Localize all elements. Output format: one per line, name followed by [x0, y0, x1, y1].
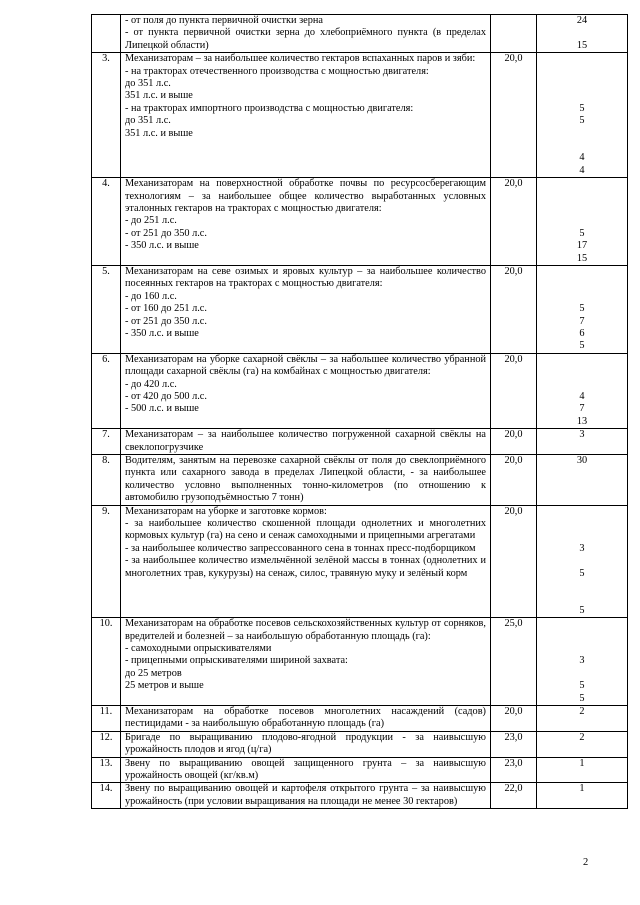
count-line: 1: [579, 757, 585, 769]
description-line: - от 160 до 251 л.с.: [125, 303, 207, 315]
count-line: 1: [579, 783, 585, 795]
description-line: Водителям, занятым на перевозке сахарной свёклы от поля до свеклоприёмного пункта или сахарного завода в пределах Липецкой области, - за наибольшее количество условно выполненных тонно-километров (по отношению к автомобилю грузоподъёмностью 7 тонн): [125, 454, 486, 504]
table-row: [92, 783, 628, 809]
description-line: Механизаторам на севе озимых и яровых культур – за наибольшее количество посеянных гектаров на тракторах с мощностью двигателя:: [125, 265, 486, 290]
description-line: Механизаторам на уборке и заготовке кормов:: [125, 505, 327, 517]
description-line: - до 251 л.с.: [125, 215, 177, 227]
row-number: 10.: [92, 618, 121, 706]
count-line: [539, 291, 625, 303]
row-number: 3.: [92, 53, 121, 178]
award-amount: 20,0: [491, 178, 537, 266]
count-line: 6: [579, 327, 585, 339]
award-count: [537, 265, 628, 353]
description-line: Механизаторам на поверхностной обработке почвы по ресурсосберегающим технологиям – за наибольшее общее количество выработанных условных эталонных гектаров на тракторах с мощностью двигателя:: [125, 178, 486, 214]
table-row: [92, 265, 628, 353]
count-line: [539, 631, 625, 643]
count-line: [539, 518, 625, 530]
count-line: 30: [576, 454, 588, 466]
awards-table: [91, 14, 628, 809]
table-row: [92, 731, 628, 757]
award-count: [537, 429, 628, 455]
award-count: [537, 15, 628, 53]
count-line: [539, 668, 625, 680]
description-line: - 350 л.с. и выше: [125, 328, 199, 339]
count-line: 24: [576, 15, 588, 26]
description-line: - до 160 л.с.: [125, 290, 177, 302]
description-line: - на тракторах импортного производства с мощностью двигателя:: [125, 102, 414, 114]
award-count: [537, 757, 628, 783]
count-line: [539, 90, 625, 102]
count-line: 5: [579, 115, 585, 127]
description-line: - от 251 до 350 л.с.: [125, 315, 207, 327]
description-line: Механизаторам на уборке сахарной свёклы – за набольшее количество убранной площади сахарной свёклы (га) на комбайнах с мощностью двигателя:: [125, 353, 486, 378]
award-amount: 20,0: [491, 265, 537, 353]
description-line: 351 л.с. и выше: [125, 90, 193, 102]
award-amount: 23,0: [491, 757, 537, 783]
table-row: [92, 15, 628, 53]
table-body: [92, 15, 628, 809]
description-line: до 351 л.с.: [125, 115, 171, 127]
nomination-description: [121, 505, 491, 618]
count-line: [539, 191, 625, 203]
table-row: [92, 757, 628, 783]
award-amount: [491, 15, 537, 53]
count-line: [539, 78, 625, 90]
count-line: [539, 618, 625, 630]
count-line: 3: [579, 429, 585, 441]
description-line: - до 420 л.с.: [125, 378, 177, 390]
row-number: 14.: [92, 783, 121, 809]
page-number: 2: [583, 857, 589, 868]
description-line: Звену по выращиванию овощей и картофеля открытого грунта – за наивысшую урожайность (при условии выращивания на площади не менее 30 гектаров): [125, 783, 486, 807]
award-count: [537, 618, 628, 706]
description-line: - от поля до пункта первичной очистки зерна: [125, 15, 323, 26]
count-line: [539, 592, 625, 604]
count-line: [539, 278, 625, 290]
table-row: [92, 53, 628, 178]
count-line: 3: [579, 655, 585, 667]
count-line: 4: [579, 152, 585, 164]
nomination-description: [121, 783, 491, 809]
nomination-description: [121, 705, 491, 731]
nomination-description: [121, 178, 491, 266]
row-number: 6.: [92, 353, 121, 428]
count-line: 5: [579, 680, 585, 692]
count-line: 5: [579, 227, 585, 239]
row-number: 8.: [92, 454, 121, 505]
description-line: Механизаторам на обработке посевов многолетних насаждений (садов) пестицидами - за наибольшую обработанную площадь (га): [125, 705, 486, 730]
award-amount: 20,0: [491, 353, 537, 428]
description-line: Бригаде по выращиванию плодово-ягодной продукции - за наивысшую урожайность плодов и ягод (ц/га): [125, 731, 486, 756]
nomination-description: [121, 429, 491, 455]
count-line: 13: [576, 415, 588, 427]
count-line: [539, 128, 625, 140]
count-line: [539, 266, 625, 278]
count-line: 2: [579, 731, 585, 743]
count-line: 7: [579, 315, 585, 327]
award-amount: 25,0: [491, 618, 537, 706]
table-row: [92, 705, 628, 731]
award-count: [537, 178, 628, 266]
award-amount: 20,0: [491, 505, 537, 618]
award-amount: 23,0: [491, 731, 537, 757]
count-line: 15: [576, 39, 588, 51]
award-count: [537, 454, 628, 505]
count-line: 2: [579, 705, 585, 717]
row-number: 13.: [92, 757, 121, 783]
award-count: [537, 53, 628, 178]
description-line: - 350 л.с. и выше: [125, 240, 199, 252]
award-count: [537, 505, 628, 618]
nomination-description: [121, 53, 491, 178]
count-line: 4: [579, 390, 585, 402]
description-line: 25 метров и выше: [125, 680, 204, 692]
description-line: Звену по выращиванию овощей защищенного грунта – за наивысшую урожайность овощей (кг/кв.м): [125, 757, 486, 781]
description-line: - за наибольшее количество скошенной площади однолетних и многолетних кормовых культур (га) на сено и сенаж самоходными и прицепными агрегатами: [125, 518, 486, 542]
count-line: 5: [579, 102, 585, 114]
row-number: [92, 15, 121, 53]
description-line: 351 л.с. и выше: [125, 127, 193, 139]
row-number: 5.: [92, 265, 121, 353]
count-line: [539, 215, 625, 227]
count-line: 4: [579, 164, 585, 176]
award-count: [537, 705, 628, 731]
row-number: 9.: [92, 505, 121, 618]
description-line: Механизаторам – за наибольшее количество гектаров вспаханных паров и зяби:: [125, 53, 476, 65]
count-line: [539, 203, 625, 215]
count-line: [539, 555, 625, 567]
row-number: 11.: [92, 705, 121, 731]
nomination-description: [121, 731, 491, 757]
nomination-description: [121, 757, 491, 783]
count-line: [539, 53, 625, 65]
count-line: [539, 140, 625, 152]
count-line: [539, 580, 625, 592]
count-line: [539, 366, 625, 378]
nomination-description: [121, 618, 491, 706]
count-line: [539, 506, 625, 518]
description-line: до 25 метров: [125, 667, 182, 679]
nomination-description: [121, 353, 491, 428]
count-line: [539, 379, 625, 391]
count-line: 3: [579, 542, 585, 554]
description-line: - прицепными опрыскивателями шириной захвата:: [125, 655, 348, 667]
count-line: [539, 27, 625, 39]
table-row: [92, 353, 628, 428]
count-line: 5: [579, 340, 585, 352]
description-line: - от 420 до 500 л.с.: [125, 390, 207, 402]
nomination-description: [121, 15, 491, 53]
award-amount: 20,0: [491, 705, 537, 731]
table-row: [92, 454, 628, 505]
award-count: [537, 783, 628, 809]
count-line: [539, 66, 625, 78]
table-row: [92, 618, 628, 706]
award-count: [537, 353, 628, 428]
count-line: 7: [579, 403, 585, 415]
count-line: [539, 643, 625, 655]
count-line: 5: [579, 604, 585, 616]
count-line: 5: [579, 692, 585, 704]
nomination-description: [121, 454, 491, 505]
table-row: [92, 178, 628, 266]
count-line: 5: [579, 303, 585, 315]
count-line: 5: [579, 567, 585, 579]
award-count: [537, 731, 628, 757]
count-line: [539, 530, 625, 542]
row-number: 4.: [92, 178, 121, 266]
table-row: [92, 429, 628, 455]
row-number: 7.: [92, 429, 121, 455]
description-line: Механизаторам на обработке посевов сельскохозяйственных культур от сорняков, вредителей и болезней – за наибольшую обработанную площадь (га):: [125, 618, 486, 642]
description-line: Механизаторам – за наибольшее количество погруженной сахарной свёклы на свеклопогрузчике: [125, 429, 486, 453]
description-line: - от пункта первичной очистки зерна до хлебоприёмного пункта (в пределах Липецкой области): [125, 27, 486, 51]
award-amount: 20,0: [491, 429, 537, 455]
description-line: - за наибольшее количество запрессованного сена в тоннах пресс-подборщиком: [125, 542, 476, 554]
description-line: - на тракторах отечественного производства с мощностью двигателя:: [125, 65, 429, 77]
nomination-description: [121, 265, 491, 353]
count-line: [539, 354, 625, 366]
award-amount: 22,0: [491, 783, 537, 809]
row-number: 12.: [92, 731, 121, 757]
count-line: 17: [576, 240, 588, 252]
description-line: - от 251 до 350 л.с.: [125, 227, 207, 239]
description-line: до 351 л.с.: [125, 78, 171, 90]
description-line: - самоходными опрыскивателями: [125, 642, 272, 654]
award-amount: 20,0: [491, 454, 537, 505]
description-line: - за наибольшее количество измельчённой зелёной массы в тоннах (однолетних и многолетних трав, кукурузы) на сенаж, силос, травяную муку и зелёный корм: [125, 555, 486, 579]
count-line: 15: [576, 252, 588, 264]
award-amount: 20,0: [491, 53, 537, 178]
description-line: - 500 л.с. и выше: [125, 403, 199, 415]
count-line: [539, 178, 625, 190]
table-row: [92, 505, 628, 618]
